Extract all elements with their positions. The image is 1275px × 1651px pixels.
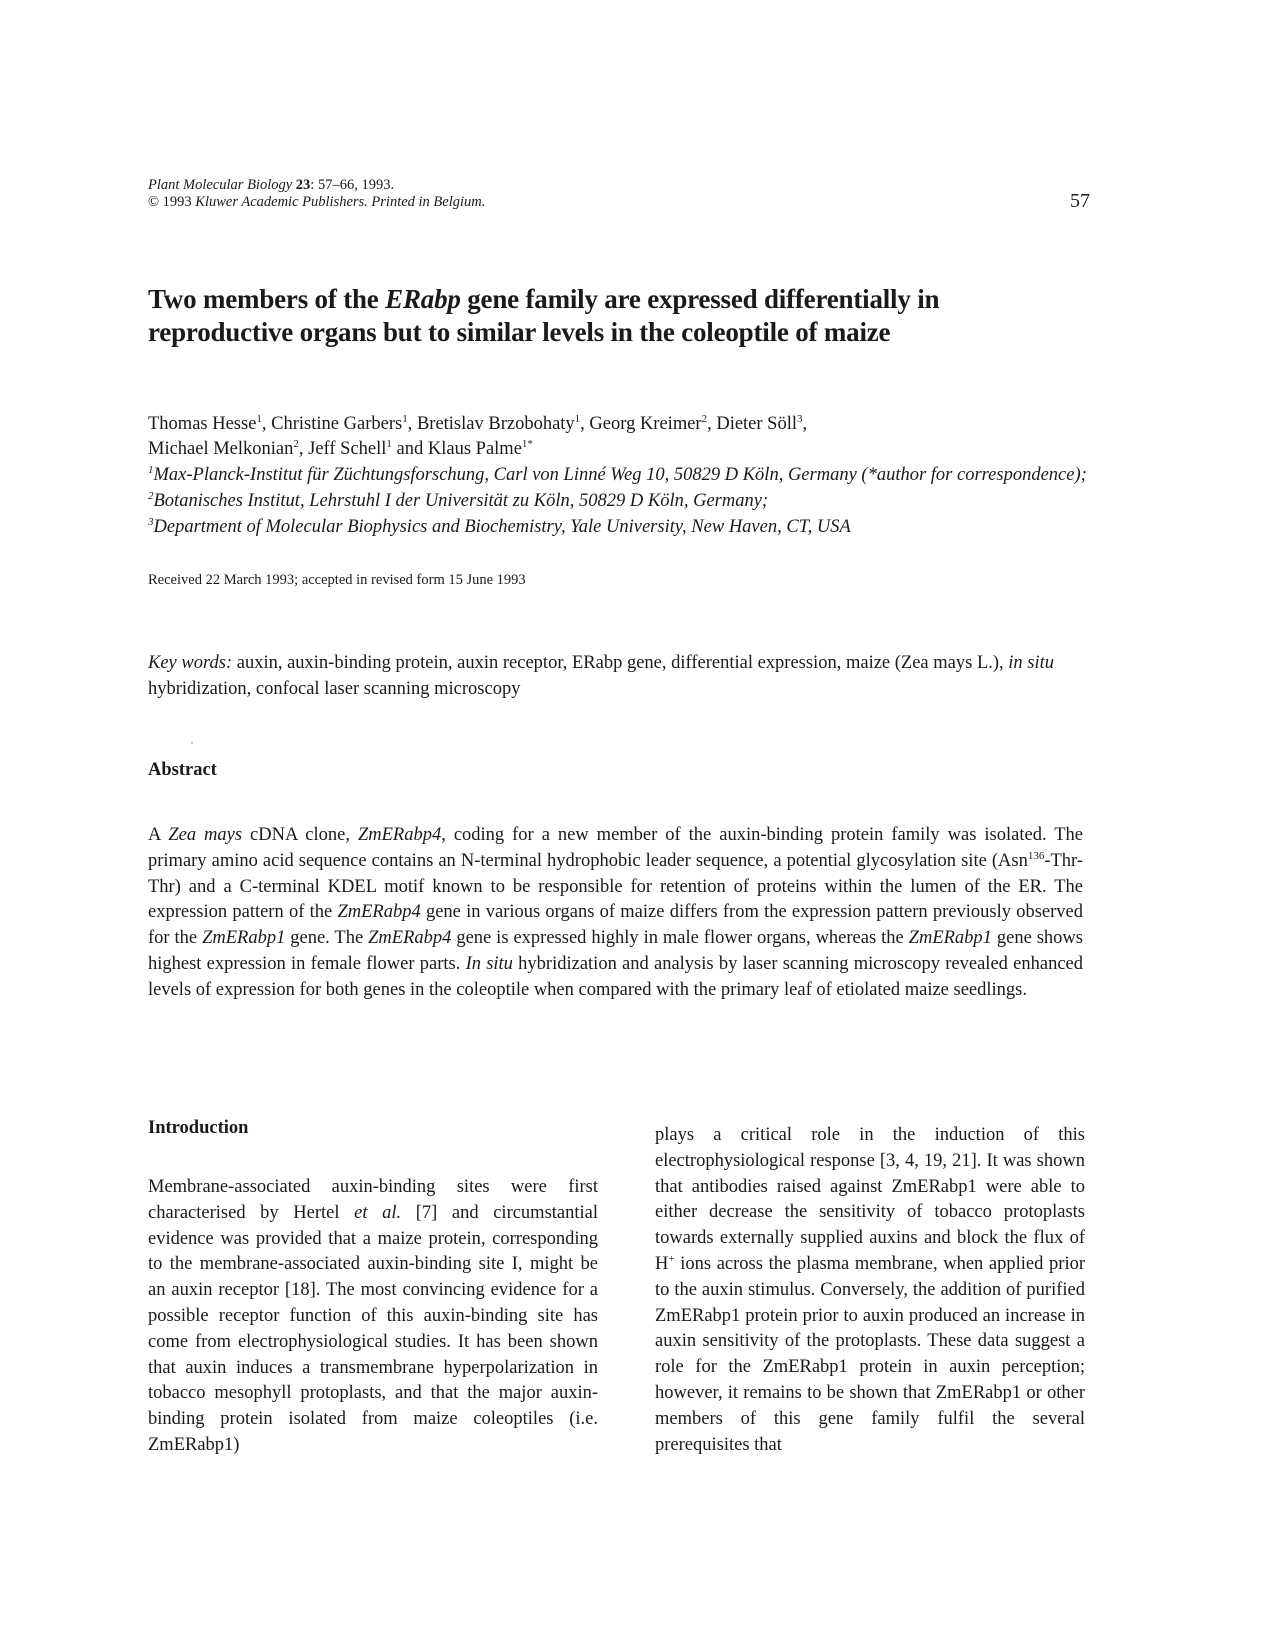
affiliation: Max-Planck-Institut für Züchtungsforschung, Carl von Linné Weg 10, 50829 D Köln, Germany (*author for correspondence); [153, 465, 1087, 485]
author: Bretislav Brzobohaty$^1$, [416, 412, 590, 434]
journal-volume: 23 [295, 177, 311, 193]
author: Dieter Söll$^3$, [716, 412, 808, 434]
author-list [148, 412, 1088, 462]
journal-pages: : 57–66, 1993. [310, 177, 395, 193]
copyright-line [148, 194, 485, 211]
journal-name: Plant Molecular Biology [148, 177, 293, 193]
journal-citation [148, 177, 485, 211]
copyright-year: 1993 [162, 194, 192, 210]
keywords-label: Key words: [148, 653, 233, 673]
received-dates: Received 22 March 1993; accepted in revised form 15 June 1993 [148, 572, 526, 588]
copyright-icon: © [148, 194, 160, 210]
abstract-heading: Abstract [148, 760, 217, 780]
affiliations: $^1$Max-Planck-Institut für Züchtungsforschung, Carl von Linné Weg 10, 50829 D Köln, Germany (*author for correspondence); $^2$Botanisches Institut, Lehrstuhl I der Universität zu Köln, 50829 D Köln, Germany; $^3$Department of Molecular Biophysics and Biochemistry, Yale University, New Haven, CT, USA [148, 463, 1087, 537]
author: Georg Kreimer$^2$, [589, 412, 717, 434]
introduction-column-left: Membrane-associated auxin-binding sites were first characterised by Hertel et al. [7] and circumstantial evidence was provided that a maize protein, corresponding to the membrane-associated auxin-binding site I, might be an auxin receptor [18]. The most convincing evidence for a possible receptor function of this auxin-binding site has come from electrophysiological studies. It has been shown that auxin induces a transmembrane hyperpolarization in tobacco mesophyll protoplasts, and that the major auxin-binding protein isolated from maize coleoptiles (i.e. ZmERabp1) [148, 1177, 599, 1455]
author: Klaus Palme$^{1*}$ [427, 437, 533, 459]
journal-line [148, 177, 485, 194]
author: Jeff Schell$^1$ and [308, 437, 428, 459]
title-text: Two members of the [148, 284, 386, 314]
author: Christine Garbers$^1$, [271, 412, 417, 434]
paper-title [148, 283, 1088, 349]
author: Michael Melkonian$^2$, [148, 437, 309, 459]
affiliation: Department of Molecular Biophysics and Biochemistry, Yale University, New Haven, CT, USA [153, 517, 851, 537]
title-gene: ERabp [385, 284, 461, 314]
scan-speck [191, 742, 193, 744]
introduction-column-right: plays a critical role in the induction of this electrophysiological response [3, 4, 19, 21]. It was shown that antibodies raised against ZmERabp1 were able to either decrease the sensitivity of tobacco protoplasts towards externally supplied auxins and block the flux of H+ ions across the plasma membrane, when applied prior to the auxin stimulus. Conversely, the addition of purified ZmERabp1 protein prior to auxin produced an increase in auxin sensitivity of the protoplasts. These data suggest a role for the ZmERabp1 protein in auxin perception; however, it remains to be shown that ZmERabp1 or other members of this gene family fulfil the several prerequisites that [655, 1125, 1085, 1455]
publisher: Kluwer Academic Publishers. Printed in Belgium. [195, 194, 486, 210]
affiliation: Botanisches Institut, Lehrstuhl I der Universität zu Köln, 50829 D Köln, Germany; [153, 491, 769, 511]
title-text: gene family are expressed differentially in reproductive organs but to similar levels in the coleoptile of maize [148, 284, 940, 347]
abstract-body: A Zea mays cDNA clone, ZmERabp4, coding for a new member of the auxin-binding protein family was isolated. The primary amino acid sequence contains an N-terminal hydrophobic leader sequence, a potential glycosylation site (Asn$^{136}$-Thr-Thr) and a C-terminal KDEL motif known to be responsible for retention of proteins within the lumen of the ER. The expression pattern of the ZmERabp4 gene in various organs of maize differs from the expression pattern previously observed for the ZmERabp1 gene. The ZmERabp4 gene is expressed highly in male flower organs, whereas the ZmERabp1 gene shows highest expression in female flower parts. In situ hybridization and analysis by laser scanning microscopy revealed enhanced levels of expression for both genes in the coleoptile when compared with the primary leaf of etiolated maize seedlings. [148, 825, 1083, 1000]
page-number: 57 [1070, 190, 1090, 212]
author: Thomas Hesse$^1$, [148, 412, 272, 434]
keywords: Key words: auxin, auxin-binding protein, auxin receptor, ERabp gene, differential expression, maize (Zea mays L.), in situ hybridization, confocal laser scanning microscopy [148, 653, 1055, 699]
introduction-heading: Introduction [148, 1118, 249, 1138]
